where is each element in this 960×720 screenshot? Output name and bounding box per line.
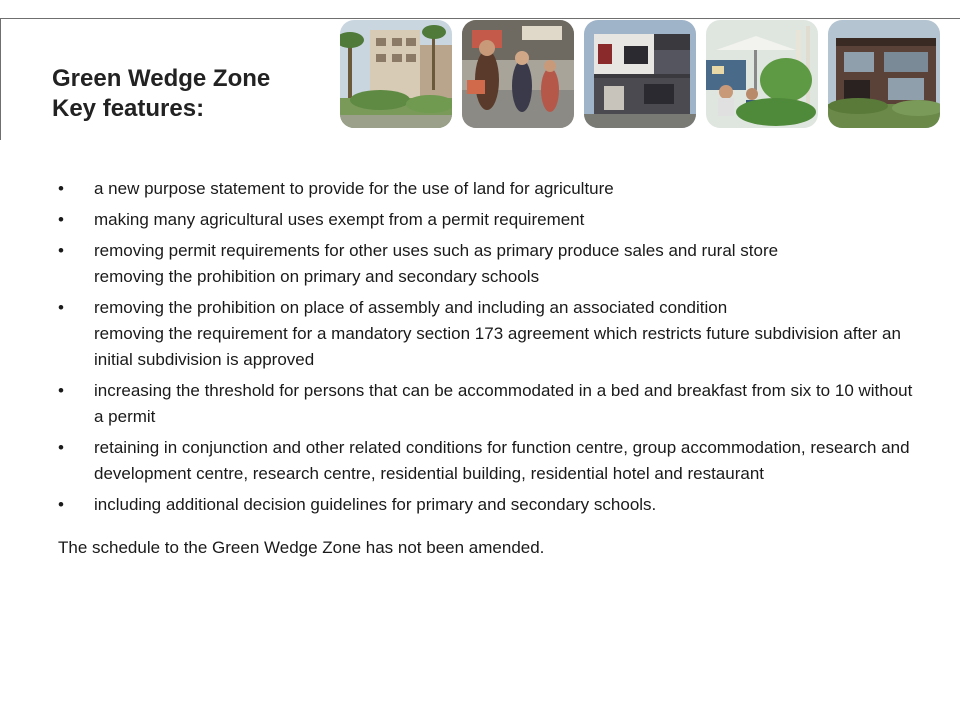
feature-list-item [58,207,918,233]
photo-shopping-street [462,20,574,128]
feature-text: removing permit requirements for other uses such as primary produce sales and rural store [94,241,779,260]
feature-list-item [58,176,918,202]
bullet-marker: • [58,241,64,260]
footer-note: The schedule to the Green Wedge Zone has not been amended. [58,538,545,557]
feature-list-item [58,492,918,518]
feature-list-item [58,435,918,487]
bullet-marker: • [58,495,64,514]
feature-text: retaining in conjunction and other related conditions for function centre, group accommodation, research and development centre, research centre, residential building, residential hotel and restaurant [94,438,910,483]
feature-list-item [58,238,918,290]
bullet-marker: • [58,179,64,198]
feature-text: removing the prohibition on place of assembly and including an associated condition [94,298,728,317]
feature-list-item [58,378,918,430]
bullet-marker: • [58,381,64,400]
bullet-marker: • [58,298,64,317]
photo-apartment-street [340,20,452,128]
photo-brick-townhouse [828,20,940,128]
photo-outdoor-cafe [706,20,818,128]
header-photo-strip [0,0,960,140]
feature-text: removing the prohibition on primary and secondary schools [94,267,540,286]
slide-body [58,176,918,561]
feature-text: making many agricultural uses exempt from a permit requirement [94,210,585,229]
feature-text: increasing the threshold for persons that can be accommodated in a bed and breakfast from six to 10 without a permit [94,381,913,426]
feature-text: a new purpose statement to provide for the use of land for agriculture [94,179,614,198]
feature-text: including additional decision guidelines for primary and secondary schools. [94,495,657,514]
feature-list-item [58,295,918,373]
bullet-marker: • [58,210,64,229]
title-line-2: Key features: [52,95,205,122]
feature-text: removing the requirement for a mandatory section 173 agreement which restricts future subdivision after an initial subdivision is approved [94,324,901,369]
feature-list [58,176,918,518]
photo-modern-house [584,20,696,128]
bullet-marker: • [58,438,64,457]
title-line-1: Green Wedge Zone [52,65,271,92]
